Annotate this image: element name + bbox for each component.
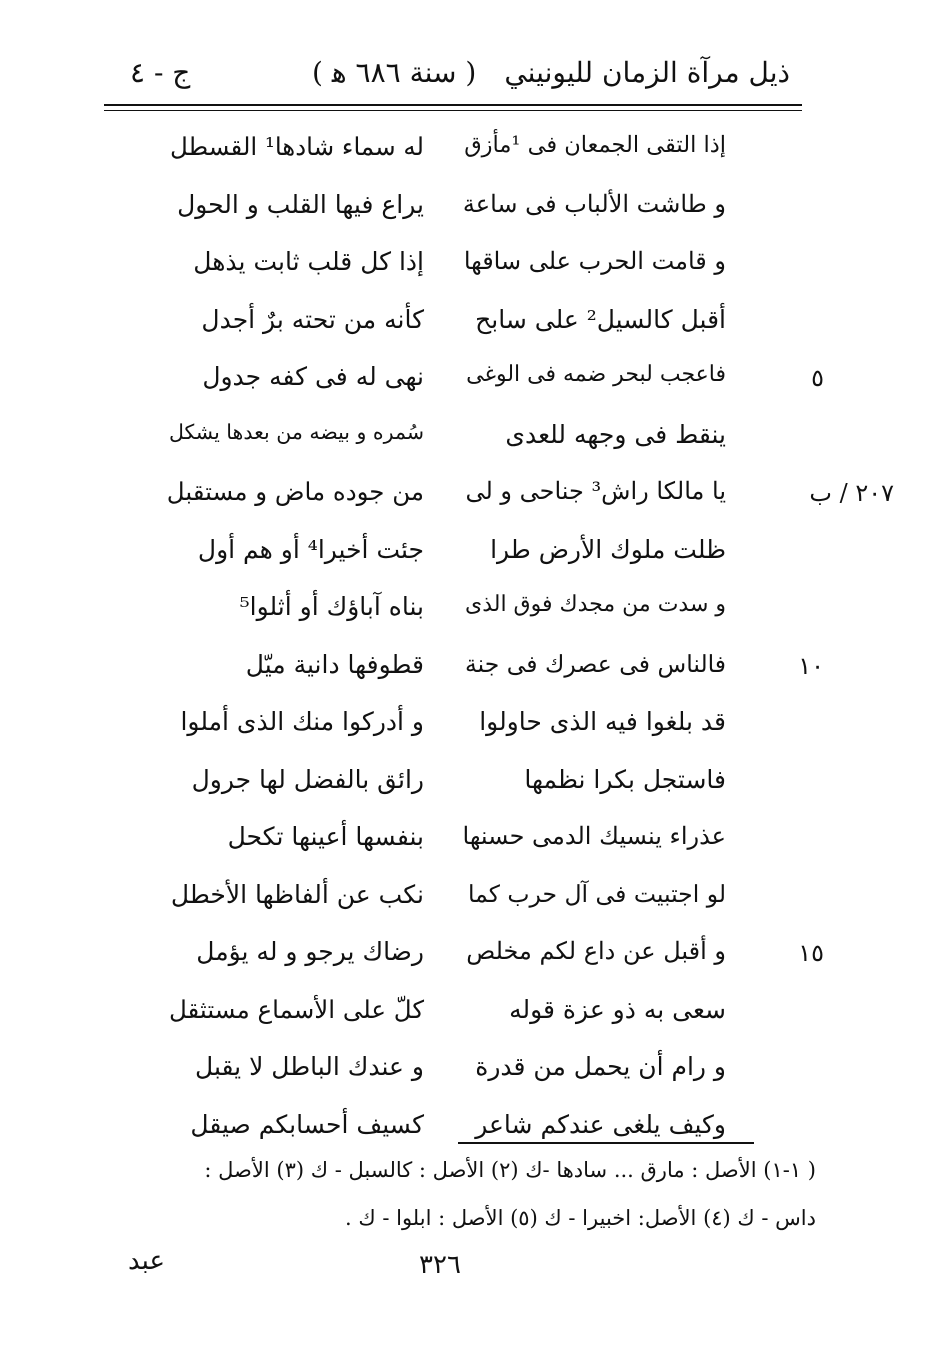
second-hemistich: من جوده ماض و مستقبل <box>166 477 424 506</box>
second-hemistich: و أدركوا منك الذى أملوا <box>180 707 424 736</box>
verse-line <box>0 471 944 527</box>
volume-label: ج - ٤ <box>130 56 191 89</box>
second-hemistich: نكب عن ألفاظها الأخطل <box>170 879 424 909</box>
first-hemistich: أقبل كالسيل² على سابح <box>475 304 726 334</box>
first-hemistich: وكيف يلغى عندكم شاعر <box>475 1109 726 1139</box>
verse-line <box>0 989 944 1045</box>
second-hemistich: له سماء شادها¹ القسطل <box>170 132 424 161</box>
first-hemistich: لو اجتبيت فى آل حرب كما <box>467 879 726 908</box>
first-hemistich: سعى به ذو عزة قوله <box>509 994 726 1024</box>
verse-line <box>0 414 944 470</box>
verse-line <box>0 241 944 297</box>
second-hemistich: رائق بالفضل لها جرول <box>191 764 424 794</box>
year-label: ( سنة ٦٨٦ ﻫ ) <box>312 56 477 89</box>
first-hemistich: قد بلغوا فيه الذى حاولوا <box>479 707 726 736</box>
first-hemistich: إذا التقى الجمعان فى ¹مأزق <box>464 132 726 158</box>
second-hemistich: جئت أخيرا⁴ أو هم أول <box>197 534 424 564</box>
page-number: ٣٢٦ <box>419 1250 461 1280</box>
second-hemistich: يراع فيها القلب و الحول <box>177 189 424 219</box>
verse-line <box>0 299 944 355</box>
second-hemistich: رضاك يرجو و له يؤمل <box>196 937 424 966</box>
folio-marker: ٢٠٧ / ب <box>809 479 894 507</box>
verse-line <box>0 874 944 930</box>
first-hemistich: فاستجل بكرا نظمها <box>524 764 726 794</box>
second-hemistich: و عندك الباطل لا يقبل <box>195 1052 424 1081</box>
footnote-line-1: ( ١-١) الأصل : مارق ... سادها -ك (٢) الأصل : كالسبل - ك (٣) الأصل : <box>204 1158 816 1182</box>
catchword: عبد <box>128 1246 166 1276</box>
line-number: ١٠ <box>798 651 824 680</box>
first-hemistich: و قامت الحرب على ساقها <box>463 247 726 275</box>
verse-line <box>0 644 944 700</box>
second-hemistich: إذا كل قلب ثابت يذهل <box>193 247 424 276</box>
first-hemistich: عذراء ينسيك الدمى حسنها <box>462 822 726 850</box>
first-hemistich: و سدت من مجدك فوق الذى <box>464 592 726 617</box>
second-hemistich: نهى له فى كفه جدول <box>202 362 424 391</box>
verse-line <box>0 816 944 872</box>
verse-line <box>0 1046 944 1102</box>
first-hemistich: ينقط فى وجهه للعدى <box>505 419 726 449</box>
second-hemistich: بنفسها أعينها تكحل <box>227 822 424 851</box>
line-number: ٥ <box>811 364 824 392</box>
first-hemistich: فاعجب لبحر ضمه فى الوغى <box>466 362 726 387</box>
header-rule-thin <box>104 110 802 111</box>
verse-line <box>0 529 944 585</box>
running-header <box>110 50 790 100</box>
second-hemistich: بناه آباؤك أو أثلوا⁵ <box>239 592 424 621</box>
footnote-line-2: داس - ك (٤) الأصل: اخبيرا - ك (٥) الأصل : ابلوا - ك . <box>345 1206 816 1230</box>
verse-line <box>0 356 944 412</box>
first-hemistich: ظلت ملوك الأرض طرا <box>490 534 726 564</box>
first-hemistich: و أقبل عن داع لكم مخلص <box>466 937 726 965</box>
verse-line <box>0 1104 944 1160</box>
second-hemistich: كلّ على الأسماع مستثقل <box>168 994 424 1024</box>
second-hemistich: قطوفها دانية ميّل <box>245 649 424 679</box>
second-hemistich: كأنه من تحته برٌ أجدل <box>201 304 424 334</box>
running-title <box>312 56 790 89</box>
verse-line <box>0 126 944 182</box>
verse-line <box>0 759 944 815</box>
book-title: ذيل مرآة الزمان لليونيني <box>504 56 790 89</box>
first-hemistich: و طاشت الألباب فى ساعة <box>462 189 726 218</box>
verse-line <box>0 931 944 987</box>
verse-line <box>0 701 944 757</box>
first-hemistich: و رام أن يحمل من قدرة <box>475 1052 726 1081</box>
footnote-rule <box>458 1142 754 1144</box>
first-hemistich: يا مالكا راش³ جناحى و لى <box>465 477 726 505</box>
second-hemistich: كسيف أحسابكم صيقل <box>190 1109 424 1139</box>
verse-line <box>0 586 944 642</box>
verse-line <box>0 184 944 240</box>
second-hemistich: سُمره و بيضه من بعدها يشكل <box>168 419 424 444</box>
header-rule-thick <box>104 104 802 106</box>
first-hemistich: فالناس فى عصرك فى جنة <box>465 649 726 678</box>
line-number: ١٥ <box>798 939 824 967</box>
